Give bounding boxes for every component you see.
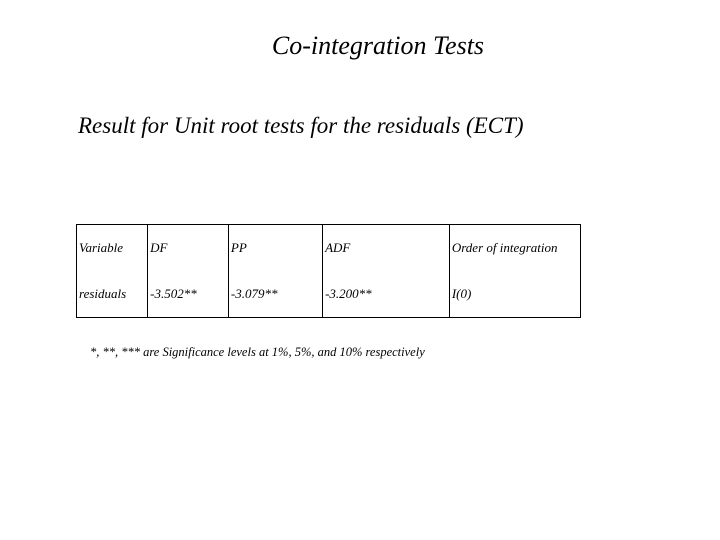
- cell-pp: -3.079**: [228, 271, 322, 318]
- header-pp: PP: [228, 225, 322, 272]
- table-caption: Result for Unit root tests for the residuals (ECT): [78, 113, 524, 138]
- significance-note: *, **, *** are Significance levels at 1%, 5%, and 10% respectively: [90, 345, 425, 359]
- header-order-of-integration: Order of integration: [449, 225, 580, 272]
- cell-order-of-integration: I(0): [449, 271, 580, 318]
- cell-df: -3.502**: [148, 271, 229, 318]
- slide-title: Co-integration Tests: [271, 31, 485, 60]
- header-variable: Variable: [77, 225, 148, 272]
- table-header-row: [77, 225, 581, 272]
- unit-root-results-table: [76, 224, 581, 318]
- header-adf: ADF: [323, 225, 450, 272]
- cell-adf: -3.200**: [323, 271, 450, 318]
- header-df: DF: [148, 225, 229, 272]
- table-row: [77, 271, 581, 318]
- cell-variable: residuals: [77, 271, 148, 318]
